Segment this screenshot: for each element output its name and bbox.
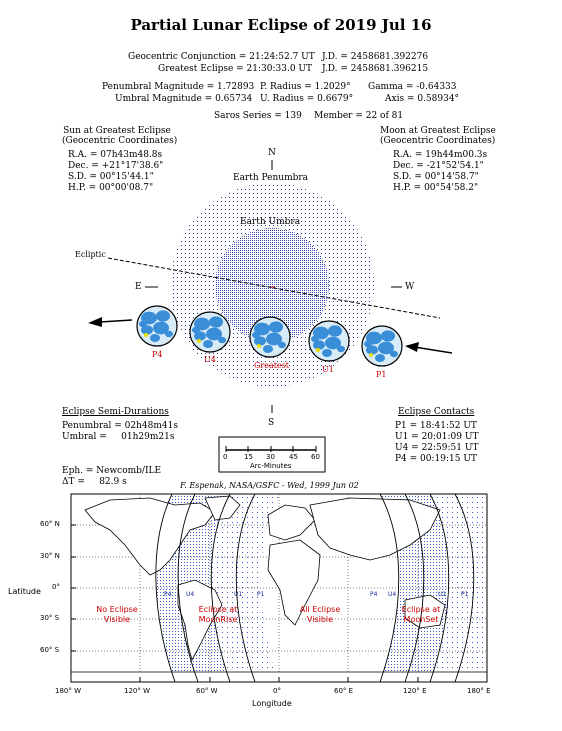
sun-hp: H.P. = 00°00'08.7" <box>68 183 154 193</box>
credit-line: F. Espenak, NASA/GSFC - Wed, 1999 Jun 02 <box>180 481 359 490</box>
map-x-label: Longitude <box>252 699 292 708</box>
region-moonset-line1: Eclipse at <box>401 605 441 614</box>
moon-label-u1: U1 <box>322 365 334 374</box>
north-label: N <box>268 148 276 158</box>
saros-series: Saros Series = 139 <box>214 111 302 121</box>
gamma: Gamma = -0.64333 <box>368 82 457 92</box>
penumbral-magnitude: Penumbral Magnitude = 1.72893 <box>102 82 255 92</box>
scale-tick-30: 30 <box>266 453 275 461</box>
earth-penumbra-label: Earth Penumbra <box>233 173 309 183</box>
map-contact-u4-east: U4 <box>388 591 397 598</box>
lat-tick-30s: 30° S <box>40 614 60 622</box>
east-label: E <box>135 282 142 292</box>
moon-sd: S.D. = 00°14'58.7" <box>393 172 479 182</box>
lon-tick-180w: 180° W <box>55 687 82 695</box>
lat-tick-60s: 60° S <box>40 646 60 654</box>
lon-tick-120w: 120° W <box>124 687 151 695</box>
lon-tick-60w: 60° W <box>196 687 218 695</box>
saros-member: Member = 22 of 81 <box>314 111 404 121</box>
moon-hp: H.P. = 00°54'58.2" <box>393 183 479 193</box>
semi-durations-title: Eclipse Semi-Durations <box>62 407 169 417</box>
map-contact-p1-east: P1 <box>461 591 469 598</box>
region-moonset <box>393 605 449 625</box>
penumbra-radius: P. Radius = 1.2029° <box>260 82 351 92</box>
ecliptic-label: Ecliptic <box>75 250 106 259</box>
region-moonset-line2: MoonSet <box>403 615 439 624</box>
contact-p4: P4 = 00:19:15 UT <box>395 454 477 464</box>
region-all-eclipse-line2: Visible <box>306 615 334 624</box>
scale-tick-15: 15 <box>244 453 253 461</box>
region-moonrise-line2: MoonRise <box>198 615 238 624</box>
moon-label-greatest: Greatest <box>254 361 289 370</box>
region-no-eclipse-line2: Visible <box>103 615 131 624</box>
axis: Axis = 0.58934° <box>385 94 460 104</box>
moon-dec: Dec. = -21°52'54.1" <box>393 161 484 171</box>
moon-label-p1: P1 <box>376 370 387 379</box>
map-contact-p4-west: P4 <box>164 591 172 598</box>
contact-u4: U4 = 22:59:51 UT <box>395 443 479 453</box>
sun-subtitle: (Geocentric Coordinates) <box>62 136 178 146</box>
moon-ra: R.A. = 19h44m00.3s <box>393 150 488 160</box>
conjunction-jd: J.D. = 2458681.392276 <box>322 52 429 62</box>
contacts-title: Eclipse Contacts <box>398 407 475 417</box>
lon-tick-180e: 180° E <box>467 687 491 695</box>
ephemeris: Eph. = Newcomb/ILE <box>62 466 162 476</box>
earth-umbra-label: Earth Umbra <box>240 217 301 227</box>
contact-p1: P1 = 18:41:52 UT <box>395 421 477 431</box>
map-contact-u1-west: U1 <box>234 591 243 598</box>
contact-u1: U1 = 20:01:09 UT <box>395 432 479 442</box>
sun-sd: S.D. = 00°15'44.1" <box>68 172 154 182</box>
map-contact-p1-west: P1 <box>257 591 265 598</box>
south-label: S <box>268 418 275 428</box>
map-contact-u1-east: U1 <box>438 591 447 598</box>
region-moonrise-line1: Eclipse at <box>198 605 238 614</box>
lat-tick-0: 0° <box>52 583 60 591</box>
geocentric-conjunction: Geocentric Conjunction = 21:24:52.7 UT <box>128 52 315 62</box>
lon-tick-0: 0° <box>273 687 281 695</box>
scale-tick-45: 45 <box>289 453 298 461</box>
greatest-eclipse-time: Greatest Eclipse = 21:30:33.0 UT <box>158 64 313 74</box>
umbral-duration: Umbral = 01h29m21s <box>62 432 175 442</box>
moon-label-p4: P4 <box>152 350 163 359</box>
region-all-eclipse <box>290 605 350 625</box>
moon-label-u4: U4 <box>204 355 216 364</box>
umbral-magnitude: Umbral Magnitude = 0.65734 <box>115 94 253 104</box>
lat-tick-30n: 30° N <box>40 552 60 560</box>
sun-dec: Dec. = +21°17'38.6" <box>68 161 164 171</box>
map-y-label: Latitude <box>8 587 41 596</box>
region-no-eclipse-line1: No Eclipse <box>96 605 138 614</box>
moon-subtitle: (Geocentric Coordinates) <box>380 136 496 146</box>
penumbral-duration: Penumbral = 02h48m41s <box>62 421 178 431</box>
map-contact-p4-east: P4 <box>370 591 378 598</box>
scale-tick-0: 0 <box>223 453 228 461</box>
lon-tick-60e: 60° E <box>334 687 354 695</box>
sun-title: Sun at Greatest Eclipse <box>63 126 171 136</box>
west-label: W <box>405 282 415 292</box>
map-contact-u4-west: U4 <box>186 591 195 598</box>
region-moonrise <box>190 605 246 625</box>
region-no-eclipse <box>88 605 146 625</box>
sun-ra: R.A. = 07h43m48.8s <box>68 150 163 160</box>
lon-tick-120e: 120° E <box>403 687 427 695</box>
lat-tick-60n: 60° N <box>40 520 60 528</box>
delta-t: ΔT = 82.9 s <box>62 477 127 487</box>
moon-title: Moon at Greatest Eclipse <box>380 126 496 136</box>
umbra-radius: U. Radius = 0.6679° <box>260 94 354 104</box>
scale-tick-60: 60 <box>311 453 320 461</box>
greatest-eclipse-jd: J.D. = 2458681.396215 <box>322 64 429 74</box>
region-all-eclipse-line1: All Eclipse <box>299 605 341 614</box>
page-title: Partial Lunar Eclipse of 2019 Jul 16 <box>130 16 432 34</box>
scale-label: Arc-Minutes <box>250 462 292 470</box>
